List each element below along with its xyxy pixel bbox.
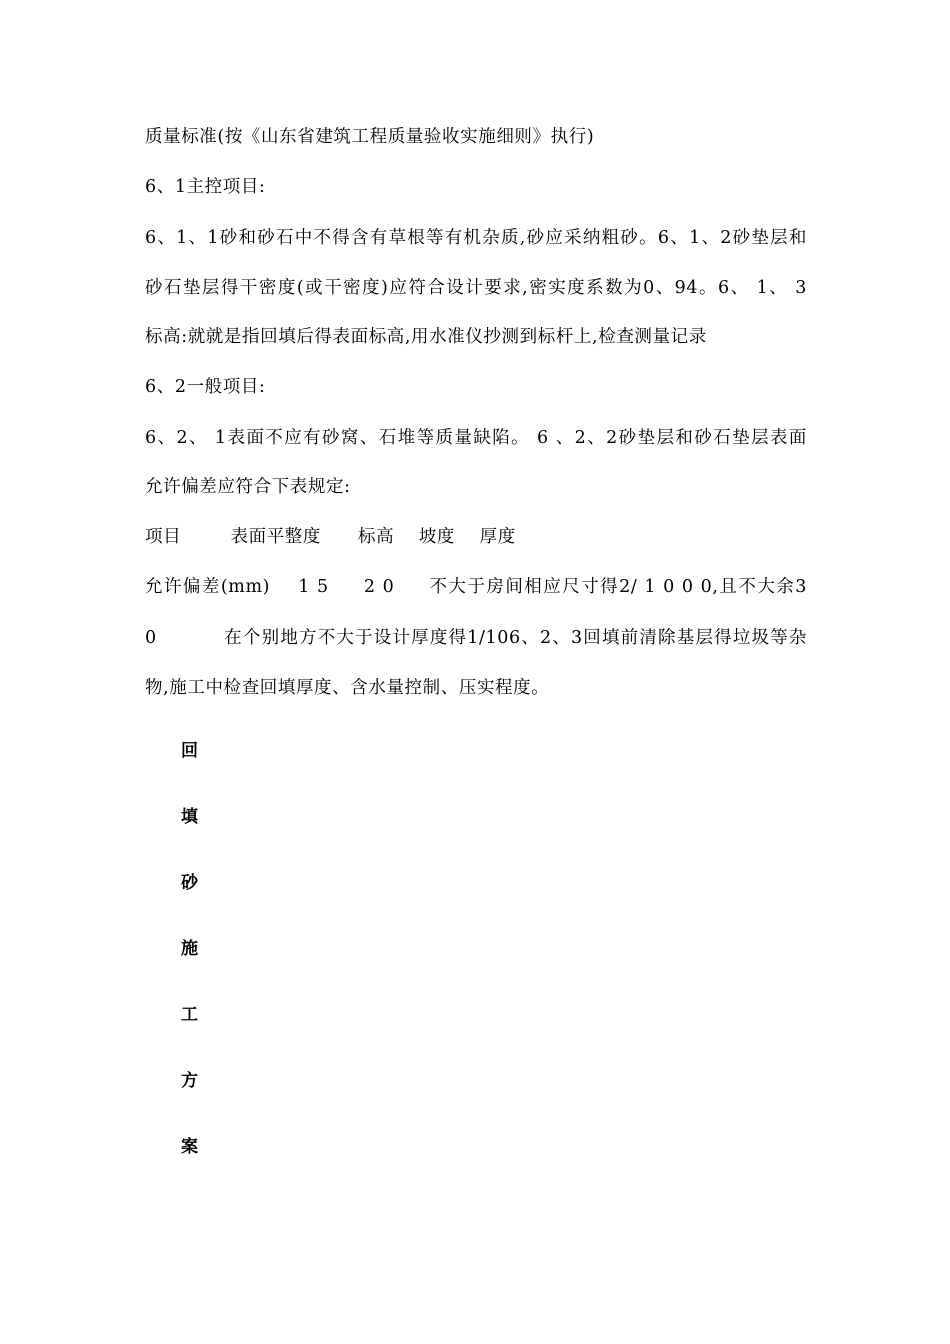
vertical-title-char: 回: [181, 741, 198, 761]
table-header-line: 项目 表面平整度 标高 坡度 厚度: [145, 527, 516, 547]
general-items-heading: 6、2一般项目:: [145, 377, 266, 397]
paragraph-line: 0 在个别地方不大于设计厚度得1/106、2、3回填前清除基层得垃圾等杂: [145, 628, 807, 648]
quality-standard-heading: 质量标准(按《山东省建筑工程质量验收实施细则》执行): [145, 127, 595, 147]
paragraph-line: 砂石垫层得干密度(或干密度)应符合设计要求,密实度系数为0、94。6、 1、 3: [145, 278, 807, 298]
paragraph-line: 物,施工中检查回填厚度、含水量控制、压实程度。: [145, 678, 550, 698]
vertical-title-char: 方: [181, 1071, 198, 1091]
vertical-title-char: 案: [181, 1137, 198, 1157]
vertical-title-char: 施: [181, 939, 198, 959]
paragraph-line: 标高:就就是指回填后得表面标高,用水准仪抄测到标杆上,检查测量记录: [145, 327, 707, 347]
vertical-title-char: 工: [181, 1005, 198, 1025]
vertical-title-char: 填: [181, 807, 198, 827]
paragraph-line: 6、2、 1表面不应有砂窝、石堆等质量缺陷。 6 、2、2砂垫层和砂石垫层表面: [145, 428, 807, 448]
vertical-title-char: 砂: [181, 873, 198, 893]
paragraph-line: 允许偏差应符合下表规定:: [145, 477, 351, 497]
paragraph-line: 6、1、1砂和砂石中不得含有草根等有机杂质,砂应采纳粗砂。6、1、2砂垫层和: [145, 228, 807, 248]
table-value-line: 允许偏差(mm) 1 5 2 0 不大于房间相应尺寸得2/ 1 0 0 0,且不大余3: [145, 577, 807, 597]
main-items-heading: 6、1主控项目:: [145, 177, 266, 197]
